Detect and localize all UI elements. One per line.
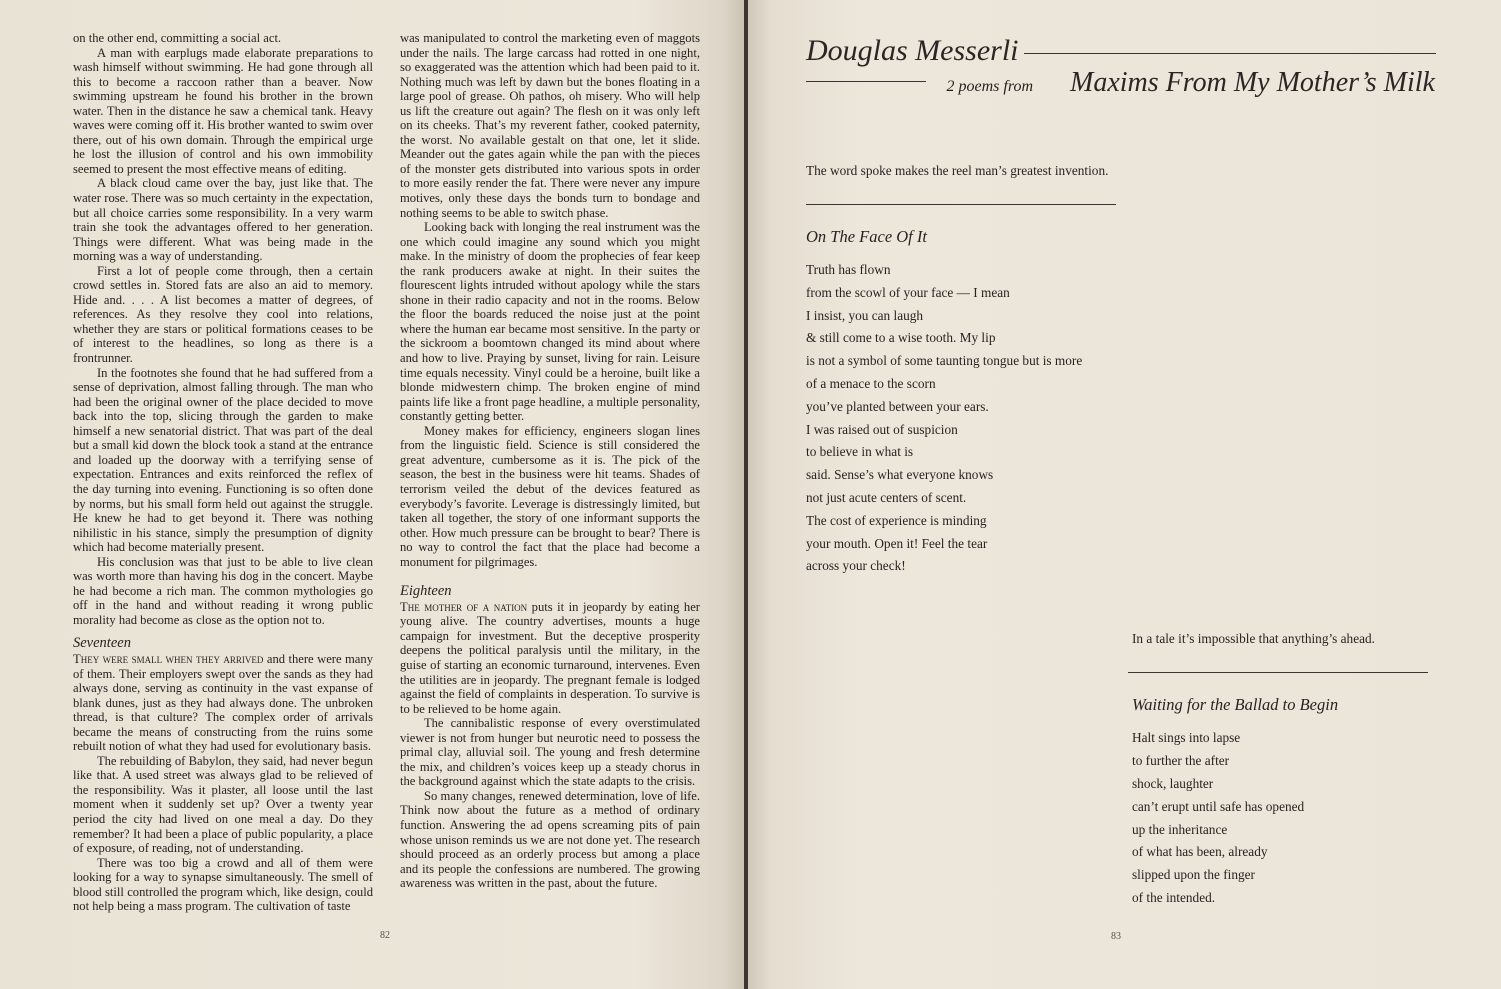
page-number: 83 <box>1111 931 1121 942</box>
poem-title-2: Waiting for the Ballad to Begin <box>1132 695 1339 714</box>
poem-line: of the intended. <box>1132 890 1216 906</box>
paragraph-text: and there were many of them. Their employers swept over the sands as they had always done, serving as continuity in the vast expanse of blank dunes, just as they had always done. The unbroken thread, is that culture? The complex order of arrivals became the means of constructing from the ruins some rebuilt notion of what they had used for evolutionary basis. <box>73 651 373 754</box>
poem-line: The cost of experience is minding <box>806 512 987 528</box>
poem-line: Halt sings into lapse <box>1132 730 1241 745</box>
poem-line: I insist, you can laugh <box>806 307 924 323</box>
poem-line: to believe in what is <box>806 444 914 460</box>
poem-1 <box>806 259 1082 578</box>
poem-line: slipped upon the finger <box>1132 867 1255 883</box>
maxim-2: In a tale it’s impossible that anything’s ahead. <box>1132 631 1375 646</box>
paragraph: on the other end, committing a social act. <box>73 31 282 45</box>
left-column-2 <box>400 31 700 891</box>
poem-title-1: On The Face Of It <box>806 227 927 246</box>
poem-line: of a menace to the scorn <box>806 375 936 391</box>
subtitle-rule <box>806 81 926 82</box>
paragraph: The cannibalistic response of every overstimulated viewer is not from hunger but neurotic need to possess the primal clay, alluvial soil. The young and fresh determine the mix, and children’s voices keep up a steady chorus in the background against which the state adapts to the crisis. <box>400 716 700 789</box>
poem-line: up the inheritance <box>1132 821 1228 837</box>
book-title: Maxims From My Mother’s Milk <box>1070 67 1435 98</box>
section-rule-2 <box>1128 672 1428 673</box>
author-name: Douglas Messerli <box>806 34 1019 67</box>
header-rule <box>1024 53 1436 54</box>
paragraph: A man with earplugs made elaborate preparations to wash himself without swimming. He had gone through all this to become a raccoon rather than a beaver. Now swimming upstream he found his brother in the brown water. Then in the distance he saw a chemical tank. Heavy waves were coming off it. His brother wanted to swim over there, out of his own domain. Through the empirical urge he lost the illusion of control and his own immobility seemed to present the most effective means of editing. <box>73 45 373 176</box>
poem-line: & still come to a wise tooth. My lip <box>806 330 996 346</box>
poem-line: Truth has flown <box>806 262 891 277</box>
section-title-eighteen: Eighteen <box>400 583 452 600</box>
poem-line: is not a symbol of some taunting tongue but is more <box>806 353 1083 369</box>
paragraph: First a lot of people come through, then a certain crowd settles in. Stored fats are also an aid to memory. Hide and. . . . A list becomes a matter of degrees, of references. As they resolve they cool into relations, whether they are stars or political formations ceases to be of interest to the headlines, so long as there is a frontrunner. <box>73 263 373 366</box>
paragraph <box>400 600 700 716</box>
poem-line: can’t erupt until safe has opened <box>1132 798 1305 814</box>
subtitle-prefix: 2 poems from <box>946 78 1033 95</box>
paragraph: In the footnotes she found that he had suffered from a sense of deprivation, almost falling through. The man who had been the original owner of the place decided to move back into the top, slicing through the garden to make himself a new senatorial district. That was part of the deal but a small kid down the block took a stand at the entrance and loaded up the doorway with a terrifying sense of expectation. Entrances and exits reinforced the reflex of the day turning into evening. Functioning is so often done by norms, but his small form held out against the struggle. He knew he had to get beyond it. There was nothing nihilistic in his stance, simply the presumption of dignity which had become materially present. <box>73 365 373 555</box>
maxim-1: The word spoke makes the reel man’s greatest invention. <box>806 163 1109 178</box>
poem-line: said. Sense’s what everyone knows <box>806 467 994 483</box>
section-rule-1 <box>806 204 1116 205</box>
paragraph: The rebuilding of Babylon, they said, had never begun like that. A used street was always glad to be relieved of the responsibility. Was it plaster, all loose until the last moment when it suddenly set up? Over a twenty year period the city had lived on one meal a day. Do they remember? It had been a place of public popularity, a place of exposure, of reading, not of understanding. <box>73 753 373 856</box>
poem-line: you’ve planted between your ears. <box>806 398 989 414</box>
author-header <box>806 30 1436 70</box>
lead-in-smallcaps: The mother of a nation <box>400 599 528 614</box>
page-number: 82 <box>380 930 390 941</box>
section-title-seventeen: Seventeen <box>73 635 131 652</box>
poem-line: to further the after <box>1132 752 1230 768</box>
paragraph: was manipulated to control the marketing even of maggots under the nails. The large carcass had rotted in one night, so exaggerated was the attention which had been paid to it. Nothing much was left by dawn but the bones floating in a large pool of grease. Oh pathos, oh misery. Who will help us lift the creature out again? The flesh on it was only left on its cheeks. That’s my reverent father, cooked paternity, the worst. No available gestalt on that one, let it slide. Meander out the gates again while the pan with the pieces of the monster gets distributed into various spots in order to more easily render the fat. There were never any impure motives, only these days the bonds turn to bondage and nothing seems to be able to switch phase. <box>400 31 700 220</box>
paragraph: Looking back with longing the real instrument was the one which could imagine any sound which you might make. In the ministry of doom the prophecies of fear keep the rank producers awake at night. In their suites the flourescent lights intruded without apology while the stars shone in their radio capacity and not in the rooms. Below the floor the boards reduced the noise just at the point where the human ear became most sensitive. In the party or the sickroom a boomtown changed its mind about where and how to live. Praying by sunset, living for rain. Leisure time equals necessity. Vinyl could be a heroine, built like a blonde midwestern chimp. The broken engine of mind paints life like a front page headline, a multiple personality, constantly getting better. <box>400 220 700 424</box>
poem-line: your mouth. Open it! Feel the tear <box>806 535 988 551</box>
paragraph: His conclusion was that just to be able to live clean was worth more than having his dog in the concert. Maybe he had become a rich man. The common mythologies go off in the hand and without reading it wrong public morality had become as close as the option not to. <box>73 554 373 627</box>
subtitle-header <box>806 66 1438 106</box>
left-column-1 <box>73 31 373 914</box>
poem-line: of what has been, already <box>1132 844 1268 860</box>
left-page <box>0 0 745 989</box>
paragraph: Money makes for efficiency, engineers slogan lines from the linguistic field. Science is still considered the great adventure, cumbersome as it is. The pick of the season, the best in the business were hit teams. Shades of terrorism veiled the debut of the devices featured as everybody’s favorite. Leverage is distressingly limited, but taken all together, the story of one informant supports the other. How much pressure can be brought to bear? There is no way to control the fact that the place had become a monument for pilgrimages. <box>400 423 700 569</box>
poem-line: across your check! <box>806 558 906 574</box>
paragraph-text: puts it in jeopardy by eating her young alive. The country advertises, mounts a huge campaign for investment. But the deceptive prosperity deepens the political paralysis until the military, in the guise of starting an economic turnaround, intervenes. Even the utilities are in jeopardy. The pregnant female is lodged against the field of complaints in desperation. To survive is to be relieved to be home again. <box>400 599 700 716</box>
lead-in-smallcaps: They were small when they arrived <box>73 651 264 666</box>
poem-2 <box>1132 727 1304 910</box>
poem-line: not just acute centers of scent. <box>806 489 967 505</box>
paragraph: A black cloud came over the bay, just like that. The water rose. There was so much certainty in the expectation, but all choice carries some responsibility. In a very warm train she took the advantages offered to her generation. Things were different. What was being made in the morning was a way of understanding. <box>73 176 373 264</box>
paragraph <box>73 652 373 754</box>
poem-line: from the scowl of your face — I mean <box>806 284 1010 300</box>
poem-line: shock, laughter <box>1132 775 1214 791</box>
paragraph: So many changes, renewed determination, love of life. Think now about the future as a method of ordinary function. Answering the ad opens screaming pits of pain whose unison reminds us we are not done yet. The research should proceed as an orderly process but among a place and its people the confessions are numbered. The growing awareness was written in the past, about the future. <box>400 788 700 891</box>
poem-line: I was raised out of suspicion <box>806 421 958 437</box>
paragraph: There was too big a crowd and all of them were looking for a way to synapse simultaneously. The smell of blood still controlled the program which, like design, could not help being a mass program. The cultivation of taste <box>73 855 373 914</box>
